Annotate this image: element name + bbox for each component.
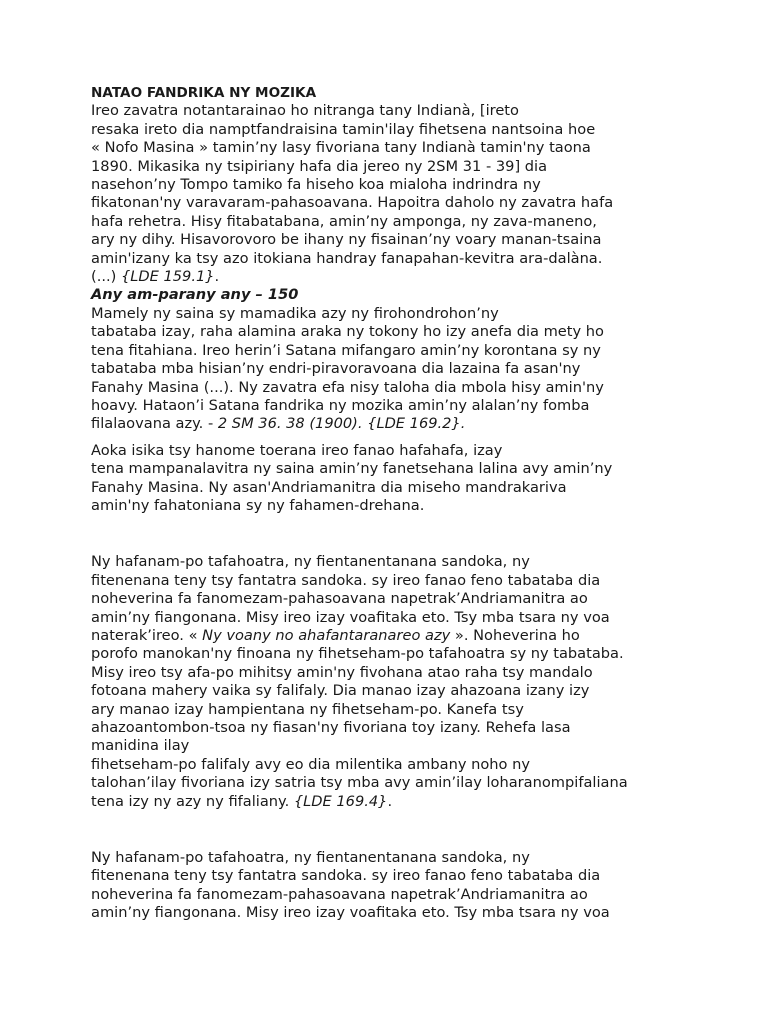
text-line: fihetseham-po falifaly avy eo dia milentika ambany noho ny bbox=[91, 755, 531, 773]
text-line: Mamely ny saina sy mamadika azy ny firohondrohon’ny bbox=[91, 304, 499, 322]
text-line: amin'izany ka tsy azo itokiana handray fanapahan-kevitra ara-dalàna. bbox=[91, 249, 603, 267]
text-line: « Nofo Masina » tamin’ny lasy fivoriana tany Indianà tamin'ny taona bbox=[91, 139, 591, 157]
text-fragment: . bbox=[387, 792, 393, 810]
spacer bbox=[91, 434, 691, 442]
text-line: Ireo zavatra notantarainao ho nitranga tany Indianà, [ireto bbox=[91, 102, 519, 120]
text-line: Fanahy Masina. Ny asan'Andriamanitra dia miseho mandrakariva bbox=[91, 478, 567, 496]
paragraph-3 bbox=[91, 442, 691, 516]
document-body bbox=[91, 84, 691, 923]
reference-citation: {LDE 159.1} bbox=[120, 268, 215, 286]
paragraph-5 bbox=[91, 849, 691, 923]
text-line: nasehon’ny Tompo tamiko fa hiseho koa mialoha indrindra ny bbox=[91, 176, 541, 194]
text-line: talohan’ilay fivoriana izy satria tsy mba avy amin’ilay loharanompifaliana bbox=[91, 774, 628, 792]
text-fragment: tena izy ny azy ny fifaliany. bbox=[91, 792, 294, 810]
text-line: ary ny dihy. Hisavorovoro be ihany ny fisainan’ny voary manan-tsaina bbox=[91, 231, 602, 249]
paragraph-2 bbox=[91, 305, 691, 434]
text-line-with-reference bbox=[91, 415, 691, 433]
reference-citation: {LDE 169.4} bbox=[293, 792, 388, 810]
text-line: resaka ireto dia namptfandraisina tamin'ilay fihetsena nantsoina hoe bbox=[91, 120, 596, 138]
text-fragment: naterak’ireo. « bbox=[91, 626, 203, 644]
text-line: amin’ny fiangonana. Misy ireo izay voafitaka eto. Tsy mba tsara ny voa bbox=[91, 608, 610, 626]
spacer bbox=[91, 515, 691, 553]
text-line: fitenenana teny tsy fantatra sandoka. sy ireo fanao feno tabataba dia bbox=[91, 571, 601, 589]
text-line: fotoana mahery vaika sy falifaly. Dia manao izay ahazoana izany izy bbox=[91, 682, 590, 700]
text-line: ary manao izay hampientana ny fihetseham-po. Kanefa tsy bbox=[91, 700, 524, 718]
text-fragment: ». Noheverina ho bbox=[450, 626, 580, 644]
text-fragment: (...) bbox=[91, 268, 121, 286]
text-line: tena mampanalavitra ny saina amin’ny fanetsehana lalina avy amin’ny bbox=[91, 460, 613, 478]
text-line: Fanahy Masina (...). Ny zavatra efa nisy taloha dia mbola hisy amin'ny bbox=[91, 378, 604, 396]
text-line: Ny hafanam-po tafahoatra, ny fientanentanana sandoka, ny bbox=[91, 849, 530, 867]
text-line: 1890. Mikasika ny tsipiriany hafa dia jereo ny 2SM 31 - 39] dia bbox=[91, 157, 548, 175]
section-subheading: Any am-parany any – 150 bbox=[91, 286, 299, 304]
text-line: noheverina fa fanomezam-pahasoavana napetrak’Andriamanitra ao bbox=[91, 885, 588, 903]
text-line: amin'ny fahatoniana sy ny fahamen-drehana. bbox=[91, 496, 425, 514]
text-fragment: filalaovana azy. - bbox=[91, 415, 218, 433]
text-line-with-reference bbox=[91, 793, 691, 811]
paragraph-1 bbox=[91, 102, 691, 286]
text-line-with-reference bbox=[91, 268, 691, 286]
text-line: porofo manokan'ny finoana ny fihetseham-po tafahoatra sy ny tabataba. bbox=[91, 645, 624, 663]
text-line: tena fitahiana. Ireo herin’i Satana mifangaro amin’ny korontana sy ny bbox=[91, 341, 601, 359]
text-line-with-quote bbox=[91, 627, 691, 645]
text-line: ahazoantombon-tsoa ny fiasan'ny fivoriana toy izany. Rehefa lasa bbox=[91, 719, 571, 736]
text-line: tabataba izay, raha alamina araka ny tokony ho izy anefa dia mety ho bbox=[91, 323, 604, 341]
text-line: hafa rehetra. Hisy fitabatabana, amin’ny amponga, ny zava-maneno, bbox=[91, 212, 597, 230]
document-title: NATAO FANDRIKA NY MOZIKA bbox=[91, 85, 317, 101]
text-fragment: . bbox=[214, 268, 220, 286]
reference-citation: 2 SM 36. 38 (1900). {LDE 169.2}. bbox=[217, 415, 466, 433]
text-line: noheverina fa fanomezam-pahasoavana napetrak’Andriamanitra ao bbox=[91, 590, 588, 608]
text-line: tabataba mba hisian’ny endri-piravoravoana dia lazaina fa asan'ny bbox=[91, 360, 581, 378]
text-line: Aoka isika tsy hanome toerana ireo fanao hafahafa, izay bbox=[91, 441, 503, 459]
text-line: Ny hafanam-po tafahoatra, ny fientanentanana sandoka, ny bbox=[91, 553, 530, 571]
text-line: Misy ireo tsy afa-po mihitsy amin'ny fivohana atao raha tsy mandalo bbox=[91, 663, 593, 681]
quoted-verse: Ny voany no ahafantaranareo azy bbox=[202, 626, 451, 644]
text-line: hoavy. Hataon’i Satana fandrika ny mozika amin’ny alalan’ny fomba bbox=[91, 396, 590, 414]
text-line: manidina ilay bbox=[91, 737, 190, 755]
spacer bbox=[91, 811, 691, 849]
text-line: fitenenana teny tsy fantatra sandoka. sy ireo fanao feno tabataba dia bbox=[91, 867, 601, 885]
paragraph-4 bbox=[91, 553, 691, 811]
text-line: fikatonan'ny varavaram-pahasoavana. Hapoitra daholo ny zavatra hafa bbox=[91, 194, 614, 212]
text-line: amin’ny fiangonana. Misy ireo izay voafitaka eto. Tsy mba tsara ny voa bbox=[91, 904, 610, 922]
